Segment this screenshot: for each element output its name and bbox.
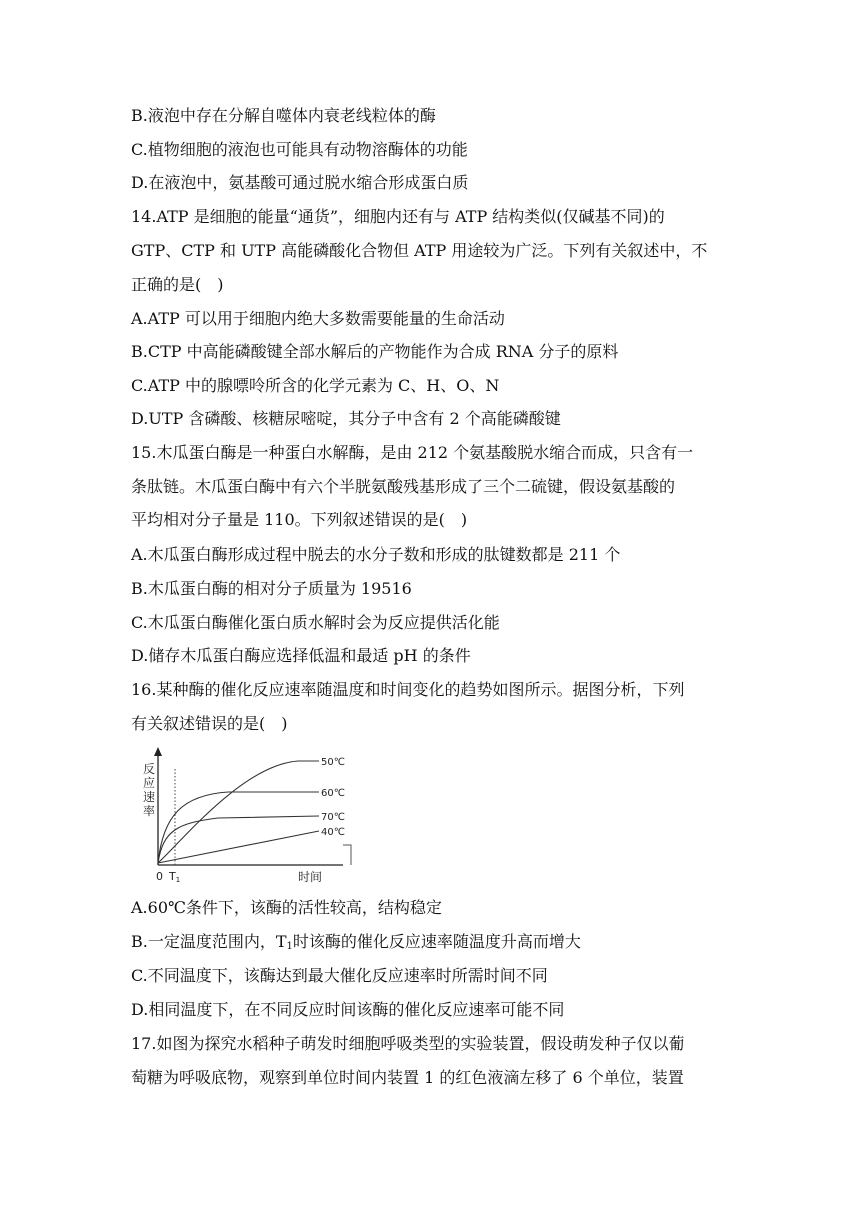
q14-option-b: B.CTP 中高能磷酸键全部水解后的产物能作为合成 RNA 分子的原料 [131,342,619,361]
y-axis-arrow-icon [154,747,162,756]
q16-stem-line-1: 16.某种酶的催化反应速率随温度和时间变化的趋势如图所示。据图分析，下列 [131,680,685,699]
q15-stem-line-2: 条肽链。木瓜蛋白酶中有六个半胱氨酸残基形成了三个二硫键，假设氨基酸的 [131,477,676,496]
q16-option-d: D.相同温度下，在不同反应时间该酶的催化反应速率可能不同 [131,1000,565,1019]
x-axis-label: 时间 [298,870,323,883]
enzyme-rate-figure [143,745,358,883]
y-axis-label-char-3: 速 [143,790,156,804]
q16-option-b: B.一定温度范围内，$T_1$时该酶的催化反应速率随温度升高而增大 [131,932,581,952]
q15-option-c: C.木瓜蛋白酶催化蛋白质水解时会为反应提供活化能 [131,613,500,632]
curve-60c [158,792,319,863]
curve-50c [158,761,319,863]
q15-stem-line-1: 15.木瓜蛋白酶是一种蛋白水解酶，是由 212 个氨基酸脱水缩合而成，只含有一 [131,443,694,462]
q17-stem-line-1: 17.如图为探究水稻种子萌发时细胞呼吸类型的实验装置，假设萌发种子仅以葡 [131,1034,685,1053]
q16-option-a: A.60℃条件下，该酶的活性较高，结构稳定 [131,898,442,917]
axis-end-bracket [343,845,351,865]
series-label-50c: 50℃ [321,757,345,768]
q15-stem-line-3: 平均相对分子量是 110。下列叙述错误的是( ) [131,510,468,529]
curve-70c [158,816,319,863]
y-axis-label-char-1: 反 [143,762,156,776]
q13-option-c: C.植物细胞的液泡也可能具有动物溶酶体的功能 [131,140,468,159]
q14-stem-line-2: GTP、CTP 和 UTP 高能磷酸化合物但 ATP 用途较为广泛。下列有关叙述中，不 [131,241,708,260]
t1-label: T1 [169,870,181,883]
y-axis-label-char-4: 率 [143,804,156,818]
q15-option-b: B.木瓜蛋白酶的相对分子质量为 19516 [131,579,412,598]
q14-stem-line-1: 14.ATP 是细胞的能量“通货”，细胞内还有与 ATP 结构类似(仅碱基不同)的 [131,207,665,226]
q14-option-d: D.UTP 含磷酸、核糖尿嘧啶，其分子中含有 2 个高能磷酸键 [131,409,561,428]
q16-option-c: C.不同温度下，该酶达到最大催化反应速率时所需时间不同 [131,966,548,985]
q14-stem-line-3: 正确的是( ) [131,275,224,294]
q15-option-a: A.木瓜蛋白酶形成过程中脱去的水分子数和形成的肽键数都是 211 个 [131,545,621,564]
y-axis-label-char-2: 应 [143,776,156,790]
q16-stem-line-2: 有关叙述错误的是( ) [131,714,288,733]
curve-40c [158,831,319,863]
series-label-60c: 60℃ [321,788,345,799]
q13-option-b: B.液泡中存在分解自噬体内衰老线粒体的酶 [131,106,436,125]
series-label-40c: 40℃ [321,827,345,838]
q14-option-a: A.ATP 可以用于细胞内绝大多数需要能量的生命活动 [131,309,505,328]
q13-option-d: D.在液泡中，氨基酸可通过脱水缩合形成蛋白质 [131,173,469,192]
q17-stem-line-2: 萄糖为呼吸底物，观察到单位时间内装置 1 的红色液滴左移了 6 个单位，装置 [131,1068,684,1087]
series-label-70c: 70℃ [321,812,345,823]
q15-option-d: D.储存木瓜蛋白酶应选择低温和最适 pH 的条件 [131,646,471,665]
q14-option-c: C.ATP 中的腺嘌呤所含的化学元素为 C、H、O、N [131,376,500,395]
origin-label: 0 [156,870,163,883]
